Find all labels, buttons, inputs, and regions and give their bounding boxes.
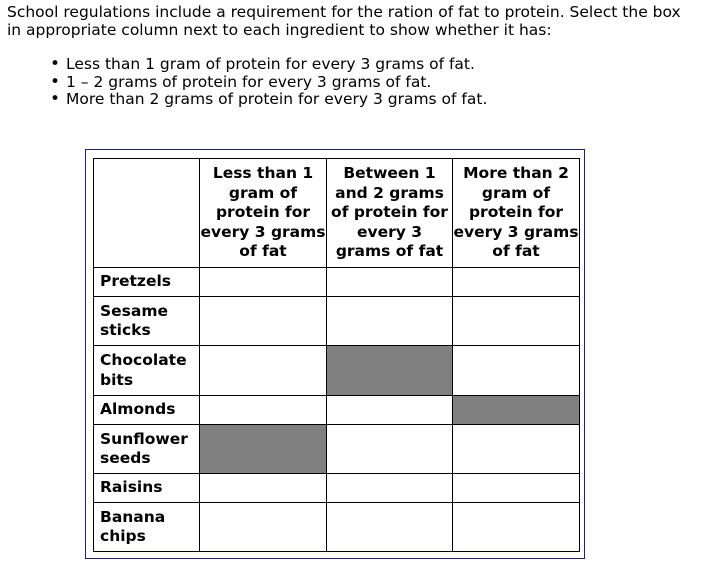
- answer-cell[interactable]: [327, 425, 453, 474]
- column-header-more-than-2: More than 2 gram of protein for every 3 grams of fat: [453, 159, 580, 268]
- answer-cell[interactable]: [327, 503, 453, 552]
- column-header-less-than-1: Less than 1 gram of protein for every 3 grams of fat: [200, 159, 327, 268]
- row-label-pretzels: Pretzels: [94, 268, 200, 297]
- criteria-item: • Less than 1 gram of protein for every 3 grams of fat.: [50, 56, 487, 74]
- table-row: [94, 297, 580, 346]
- answer-cell-selected[interactable]: [200, 425, 327, 474]
- answer-cell-selected[interactable]: [453, 396, 580, 425]
- answer-cell[interactable]: [453, 297, 580, 346]
- answer-cell[interactable]: [327, 474, 453, 503]
- table-row: [94, 474, 580, 503]
- answer-cell[interactable]: [327, 297, 453, 346]
- answer-cell[interactable]: [200, 474, 327, 503]
- table-row: [94, 396, 580, 425]
- row-label-banana-chips: Banana chips: [94, 503, 200, 552]
- row-label-sesame-sticks: Sesame sticks: [94, 297, 200, 346]
- table-row: [94, 346, 580, 396]
- row-label-almonds: Almonds: [94, 396, 200, 425]
- answer-cell[interactable]: [453, 474, 580, 503]
- answer-cell[interactable]: [453, 268, 580, 297]
- answer-cell[interactable]: [453, 346, 580, 396]
- match-table: [93, 158, 580, 552]
- corner-cell: [94, 159, 200, 268]
- criteria-list: [50, 56, 487, 109]
- answer-cell[interactable]: [200, 346, 327, 396]
- criteria-item: • 1 – 2 grams of protein for every 3 grams of fat.: [50, 74, 487, 92]
- table-row: [94, 503, 580, 552]
- answer-cell[interactable]: [200, 268, 327, 297]
- instructions-text: School regulations include a requirement for the ration of fat to protein. Select the box in appropriate column next to each ingredient to show whether it has:: [7, 3, 681, 39]
- row-label-sunflower-seeds: Sunflower seeds: [94, 425, 200, 474]
- answer-cell[interactable]: [453, 503, 580, 552]
- header-row: [94, 159, 580, 268]
- answer-cell[interactable]: [453, 425, 580, 474]
- answer-cell[interactable]: [200, 297, 327, 346]
- answer-cell-selected[interactable]: [327, 346, 453, 396]
- answer-cell[interactable]: [200, 396, 327, 425]
- table-row: [94, 268, 580, 297]
- answer-cell[interactable]: [200, 503, 327, 552]
- row-label-chocolate-bits: Chocolate bits: [94, 346, 200, 396]
- column-header-between-1-and-2: Between 1 and 2 grams of protein for every 3 grams of fat: [327, 159, 453, 268]
- criteria-item: • More than 2 grams of protein for every 3 grams of fat.: [50, 91, 487, 109]
- row-label-raisins: Raisins: [94, 474, 200, 503]
- table-row: [94, 425, 580, 474]
- answer-cell[interactable]: [327, 396, 453, 425]
- answer-cell[interactable]: [327, 268, 453, 297]
